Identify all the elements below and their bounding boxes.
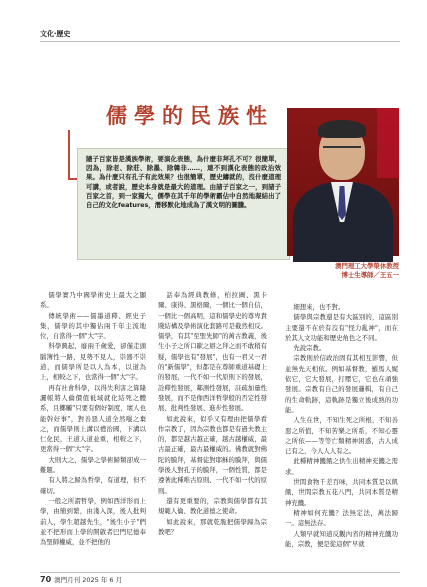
author-glasses: [323, 146, 361, 158]
paragraph: 如此說來，似乎又有理由把儒學看作宗教了，因為宗教也都是有過夫教主的，都是越古越正確，越古越權威，最古最正確，最古最權威的。佛教就對佛陀的膜拜，基督徒對耶穌的膜拜，與儒學後人對孔子的膜拜，一個性質，都是遵著此種唯古原則、一代不如一代的原則。: [158, 414, 267, 495]
paragraph: 儒學與宗教還是有大區別的，這區別主要還不在於有沒有"怪力亂神"，而在於其人文功能和歷史角色之不同。: [285, 313, 398, 342]
paragraph: 大則大之，儒學之學術歸類卻成一難題。: [40, 455, 146, 475]
paragraph: 一般之所謂哲學，例如西洋形而上學，由簡到繁，由淺入深，後人批判前人，學生超越先生，"後生小子"們並不把形而上學的開啟者巴門尼德奉為聖師權威，並不把他的: [40, 496, 146, 547]
magazine-issue: 澳門月刊 2025 年 6 月: [54, 576, 123, 584]
paragraph: 世間食物千差百味，共同本質是以飢餓，世間宗教五花八門，共同本質是精神充饑。: [285, 478, 398, 507]
body-column-2: [158, 290, 267, 536]
author-hair: [318, 120, 366, 138]
paragraph: 此種精神饑餓之供生出精神充饑之需求。: [285, 457, 398, 476]
paragraph: 細想來，也不對。: [293, 303, 345, 311]
author-photo: [287, 108, 399, 256]
paragraph: 儒學實乃中國學術史上最大之顯系。: [40, 291, 146, 310]
body-column-1: [40, 290, 146, 567]
footer-rule: [40, 572, 400, 573]
body-column-3: [285, 302, 398, 567]
paragraph: 話奉為經典教條，柏拉圖、黑卡爾、康得、黑格爾，一個比一個自信，一個比一個高明，這和儒學史的尊卑貴賤結構及學術演化套路可是截然相反。儒學，有其"至聖先師"的萬古教義，後生小子之所口歐之辯之拜之而不敢稍有疑，儒學也有"發展"，也有一君又一君的"新儒學"，但都是在尊師重道基礎上的發展，一代不如一代原則下的發展，詮釋性發展，鄰測性發展，註疏加量性發展，而不是像西洋哲學般的否定性發展、批判性發展、進步性發展。: [158, 291, 267, 413]
author-caption: [287, 262, 399, 280]
decorative-corner-line: [68, 130, 70, 180]
paragraph: 先說宗教。: [293, 344, 326, 353]
paragraph: 如此說來，那就乾脆把儒學歸為宗教吧？: [158, 517, 267, 536]
article-title: 儒學的民族性: [106, 104, 274, 128]
header-rule: [40, 41, 400, 42]
section-label: 文化‧歷史: [40, 30, 71, 38]
paragraph: 傳統學術——儒墨道釋、經史子集，儒學的其中獨佔兩千年主流地位，自當得一個"大"字。: [40, 311, 146, 341]
paragraph: 精神如何充饑？法無定法，萬法歸一。這無法存。: [285, 508, 398, 528]
paragraph: 還有更重要的，宗教與儒學都有其規範人倫、教化道德之使命。: [158, 496, 267, 516]
paragraph: 再有社會科學，以得失利害之算隆灑帳將人倫價值祗域就化結死之體系，且擲觸"只要有個好制度，壞人也能幹好事"，對善惡人道全然嗤之棄之，而儒學則上溝以禮治國，下溝以仁化民，王道人道並重，相較之下，更當得一個"大"字。: [40, 383, 146, 454]
paragraph: 人生在世，不知生死之所根，不知善惡之所值，不知苦樂之所系，不知心靈之所依——等等亡類精神困惑，古人成已有之，今人人人有之。: [285, 416, 398, 456]
page-number: 70: [40, 575, 52, 584]
author-title: 澳門理工大學榮休教授: [335, 262, 399, 270]
paragraph: 科學興起，廢兩千歲愛，卻僅走頭腦簿性一路，見勢不見人，崇器不崇道，而儒學所是以人為本，以道為上，相較之下，也當得一個"大"字。: [40, 342, 146, 382]
page-footer: [40, 575, 122, 584]
author-name: 博士生導師／王五一: [341, 271, 399, 279]
flag-backdrop: [377, 108, 399, 178]
paragraph: 有人將之歸為哲學，有道理，但不確切。: [40, 476, 146, 495]
article-abstract: 隨子百家皆是漢族學術，要演化表態，為什麼非拜孔不可？很簡單，因為，除老、除莊、除墨、除韓非……，連不到漢化表態的政治效果。為什麼只有孔子有此效果？也很簡單，歷史鑄就的，沒什麼道理可講，或者說，歷史本身就是最大的道理。由諸子百家之一，到諸子百家之首，到一家獨大，儒學在其千年的學術霸佔中自然地凝結出了自己的文化features，潛移默化地成為了漢文明的圖騰。: [77, 148, 290, 260]
paragraph: 人類早就知道反觀內省的精神充饑功能，宗教，便是從這個"早就: [285, 529, 398, 548]
paragraph: 宗教則於信政治固有其相互影響，但並無先天相依。例如基督教，羅馬人娓依它，它大發展，打壓它，它也在頑強發展。宗教有自己的發展邏輯，有自己的生命軌跡，這軌跡是獨立後成熟的功能。: [285, 354, 398, 414]
